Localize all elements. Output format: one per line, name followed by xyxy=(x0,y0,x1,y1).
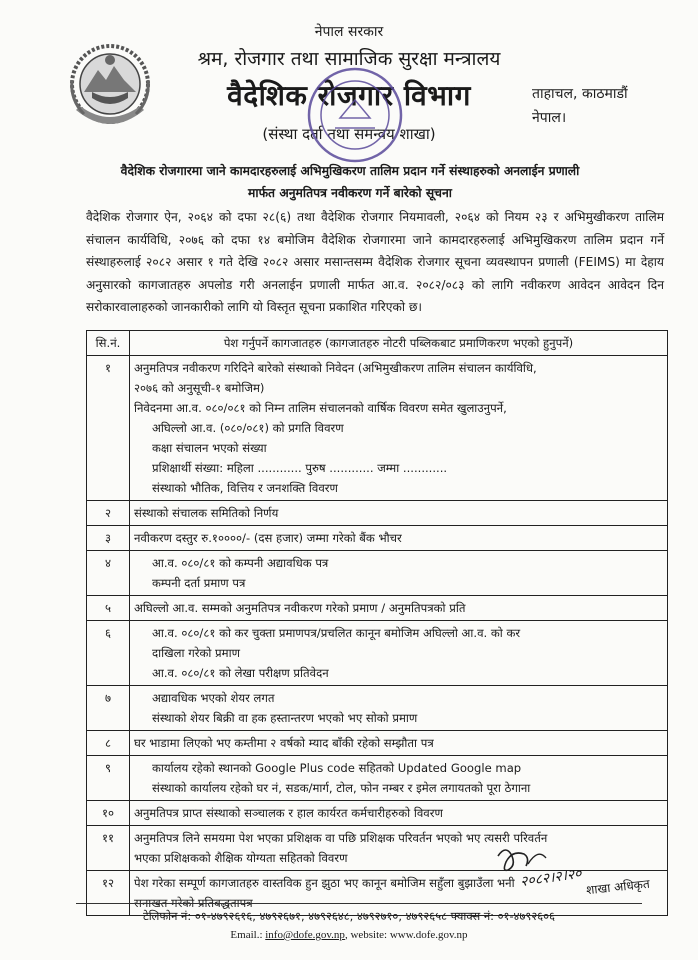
row-number: ९ xyxy=(87,756,130,801)
row-number: ३ xyxy=(87,526,130,551)
row-content xyxy=(130,621,668,686)
government-name: नेपाल सरकार xyxy=(314,24,384,40)
signature-date: २०८२।२।२० xyxy=(519,865,583,891)
website-link[interactable]: www.dofe.gov.np xyxy=(389,929,468,941)
table-header-row xyxy=(87,331,668,356)
row-text: अघिल्लो आ.व. सम्मको अनुमतिपत्र नवीकरण गरेको प्रमाण / अनुमतिपत्रको प्रति xyxy=(134,601,466,615)
table-row xyxy=(87,596,668,621)
row-text: पेश गरेका सम्पूर्ण कागजातहरु वास्तविक हुन झुठा भए कानून बमोजिम सहुँला बुझाउँला भनी xyxy=(134,876,515,890)
row-number: १० xyxy=(87,801,130,826)
office-address xyxy=(532,82,628,130)
row-content xyxy=(130,756,668,801)
list-item: • संस्थाको भौतिक, वित्तिय र जनशक्ति विवरण xyxy=(152,478,663,498)
row-content xyxy=(130,801,668,826)
row-bullet-list xyxy=(134,688,663,728)
email-label: Email.: xyxy=(230,929,263,941)
row-number: ११ xyxy=(87,826,130,871)
row-text: संस्थाको संचालक समितिको निर्णय xyxy=(134,506,279,520)
notice-title-line-2: मार्फत अनुमतिपत्र नवीकरण गर्ने बारेको सूचना xyxy=(248,186,452,200)
row-text: घर भाडामा लिएको भए कम्तीमा २ वर्षको म्याद बाँकी रहेको सम्झौता पत्र xyxy=(134,736,434,750)
list-item: • अद्यावधिक भएको शेयर लगत xyxy=(152,688,663,708)
row-number: ४ xyxy=(87,551,130,596)
table-row xyxy=(87,686,668,731)
row-content xyxy=(130,551,668,596)
list-item: • संस्थाको कार्यालय रहेको घर नं, सडक/मार्ग, टोल, फोन नम्बर र इमेल लगायतको पूरा ठेगाना xyxy=(152,778,663,798)
row-text: भएका प्रशिक्षकको शैक्षिक योग्यता सहितको विवरण xyxy=(134,851,348,865)
department-name: वैदेशिक रोजगार विभाग xyxy=(227,79,471,112)
row-text: सनाखत गरेको प्रतिबद्धतापत्र xyxy=(134,896,253,910)
table-row xyxy=(87,356,668,501)
list-item: • आ.व. ०८०/८१ को कम्पनी अद्यावधिक पत्र xyxy=(152,553,663,573)
row-number: १२ xyxy=(87,871,130,916)
row-text: २०७६ को अनुसूची-१ बमोजिम) xyxy=(134,381,265,395)
row-bullet-list xyxy=(134,418,663,498)
address-line-city: ताहाचल, काठमाडौं xyxy=(532,86,628,102)
row-bullet-list xyxy=(134,553,663,593)
list-item xyxy=(152,623,663,663)
row-number: ६ xyxy=(87,621,130,686)
table-row xyxy=(87,621,668,686)
table-header-documents: पेश गर्नुपर्ने कागजातहरु (कागजातहरु नोटरी पब्लिकबाट प्रमाणिकरण भएको हुनुपर्ने) xyxy=(130,331,668,356)
list-item: • प्रशिक्षार्थी संख्या: महिला ............ पुरुष ............ जम्मा ............ xyxy=(152,458,663,478)
notice-title-line-1: वैदेशिक रोजगारमा जाने कामदारहरुलाई अभिमुखिकरण तालिम प्रदान गर्ने संस्थाहरुको अनलाईन प्रणाली xyxy=(120,164,580,178)
footer-phone: टेलिफोन नं: ०१-४७९२६१६, ४७९२६७१, ४७९२६४८, ४७९२७१०, ४७९२६५८ फ्याक्स नं: ०१-४७९२६०६ xyxy=(142,909,556,923)
row-content xyxy=(130,501,668,526)
row-number: ५ xyxy=(87,596,130,621)
list-item: • आ.व. ०८०/८१ को लेखा परीक्षण प्रतिवेदन xyxy=(152,663,663,683)
website-label: , website: xyxy=(344,929,388,941)
row-text: अनुमतिपत्र लिने समयमा पेश भएका प्रशिक्षक वा पछि प्रशिक्षक परिवर्तन भएको भए त्यसरी परिवर्तन xyxy=(134,831,548,845)
row-text-continuation: दाखिला गरेको प्रमाण xyxy=(152,646,240,660)
list-item: • संस्थाको शेयर बिक्री वा हक हस्तान्तरण भएको भए सोको प्रमाण xyxy=(152,708,663,728)
table-row xyxy=(87,731,668,756)
row-content xyxy=(130,526,668,551)
table-header-sn: सि.नं. xyxy=(87,331,130,356)
signatory-title: शाखा अधिकृत xyxy=(585,876,651,898)
list-item: • कक्षा संचालन भएको संख्या xyxy=(152,438,663,458)
row-text: आ.व. ०८०/८१ को कर चुक्ता प्रमाणपत्र/प्रचलित कानून बमोजिम अघिल्लो आ.व. को कर xyxy=(152,626,521,640)
row-content xyxy=(130,596,668,621)
list-item: • अघिल्लो आ.व. (०८०/०८१) को प्रगति विवरण xyxy=(152,418,663,438)
row-text: अनुमतिपत्र प्राप्त संस्थाको सञ्चालक र हाल कार्यरत कर्मचारीहरुको विवरण xyxy=(134,806,443,820)
row-content xyxy=(130,686,668,731)
footer-divider xyxy=(76,903,642,904)
ministry-name: श्रम, रोजगार तथा सामाजिक सुरक्षा मन्त्रालय xyxy=(197,48,501,70)
table-row xyxy=(87,526,668,551)
branch-name: (संस्था दर्ता तथा समन्वय शाखा) xyxy=(262,125,436,143)
list-item: • कम्पनी दर्ता प्रमाण पत्र xyxy=(152,573,663,593)
row-number: २ xyxy=(87,501,130,526)
email-link[interactable]: info@dofe.gov.np xyxy=(265,929,345,941)
table-row xyxy=(87,801,668,826)
row-content xyxy=(130,731,668,756)
footer-contact xyxy=(0,929,698,941)
row-text: निवेदनमा आ.व. ०८०/०८१ को निम्न तालिम संचालनको वार्षिक विवरण समेत खुलाउनुपर्ने, xyxy=(134,401,507,415)
address-line-country: नेपाल। xyxy=(532,110,567,126)
table-row xyxy=(87,551,668,596)
requirements-table xyxy=(86,330,668,916)
table-row xyxy=(87,501,668,526)
row-content xyxy=(130,356,668,501)
notice-body: वैदेशिक रोजगार ऐन, २०६४ को दफा २८(६) तथा वैदेशिक रोजगार नियमावली, २०६४ को नियम २३ र अभिमुखीकरण तालिम संचालन कार्यविधि, २०७६ को दफा १४ बमोजिम वैदेशिक रोजगारमा जाने कामदारहरुलाई अभिमुखिकरण तालिम प्रदान गर्ने संस्थाहरुलाई २०८२ असार १ गते देखि २०८२ असार मसान्तसम्म वैदेशिक रोजगार सूचना व्यवस्थापन प्रणाली (FEIMS) मा देहाय अनुसारको कागजातहरु अपलोड गरी अनलाईन प्रणाली मार्फत आ.व. २०८२/०८३ को लागि नवीकरण आवेदन आवेदन दिन सरोकारवालाहरुको जानकारीको लागि यो विस्तृत सूचना प्रकाशित गरिएको छ। xyxy=(86,210,664,314)
office-stamp-icon xyxy=(300,60,410,170)
row-number: ७ xyxy=(87,686,130,731)
table-row xyxy=(87,756,668,801)
row-bullet-list xyxy=(134,623,663,683)
row-number: ८ xyxy=(87,731,130,756)
list-item: • कार्यालय रहेको स्थानको Google Plus code सहितको Updated Google map xyxy=(152,758,663,778)
row-bullet-list xyxy=(134,758,663,798)
row-number: १ xyxy=(87,356,130,501)
row-text: अनुमतिपत्र नवीकरण गरिदिने बारेको संस्थाको निवेदन (अभिमुखीकरण तालिम संचालन कार्यविधि, xyxy=(134,361,537,375)
row-text: नवीकरण दस्तुर रु.१००००/- (दस हजार) जम्मा गरेको बैंक भौचर xyxy=(134,531,402,545)
